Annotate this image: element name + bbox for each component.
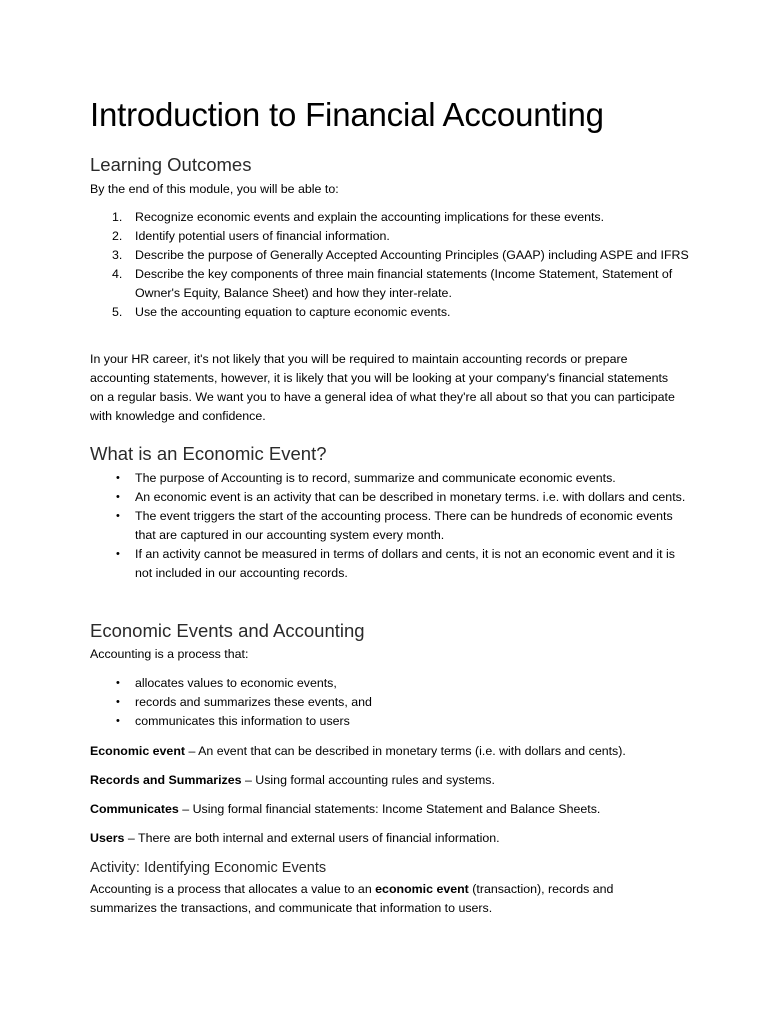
list-item: 4. Describe the key components of three main financial statements (Income Statement, Statement of Owner's Equity, Balance Sheet) and how they inter-relate. xyxy=(112,267,673,300)
list-item: 2. Identify potential users of financial information. xyxy=(112,229,390,243)
bullet-icon: • xyxy=(116,715,120,727)
bullet-icon: • xyxy=(116,677,120,689)
learning-outcomes-heading: Learning Outcomes xyxy=(90,154,252,175)
hr-career-paragraph: In your HR career, it's not likely that you will be required to maintain accounting records or prepare accounting statements, however, it is likely that you will be looking at your company's financial statements on a regular basis. We want you to have a general idea of what they're all about so that you can participate with knowledge and confidence. xyxy=(90,352,675,423)
list-item: • The purpose of Accounting is to record, summarize and communicate economic events. xyxy=(90,469,690,488)
economic-event-heading: What is an Economic Event? xyxy=(90,443,327,464)
bullet-icon: • xyxy=(116,548,120,560)
learning-outcomes-intro: By the end of this module, you will be able to: xyxy=(90,182,339,196)
list-item: • An economic event is an activity that can be described in monetary terms. i.e. with dollars and cents. xyxy=(90,488,690,507)
document-title: Introduction to Financial Accounting xyxy=(90,96,604,133)
economic-event-list xyxy=(90,469,690,583)
bullet-icon: • xyxy=(116,510,120,522)
events-accounting-intro: Accounting is a process that: xyxy=(90,647,249,661)
list-item: • communicates this information to users xyxy=(90,712,690,731)
events-accounting-heading: Economic Events and Accounting xyxy=(90,620,365,641)
bullet-icon: • xyxy=(116,491,120,503)
list-item: • The event triggers the start of the accounting process. There can be hundreds of economic events that are captured in our accounting system every month. xyxy=(116,509,673,542)
list-item: • allocates values to economic events, xyxy=(90,674,690,693)
list-item: • If an activity cannot be measured in terms of dollars and cents, it is not an economic event and it is not included in our accounting records. xyxy=(116,547,675,580)
bullet-icon: • xyxy=(116,696,120,708)
list-item: 5. Use the accounting equation to capture economic events. xyxy=(112,305,451,319)
definition-records-summarizes: Records and Summarizes – Using formal accounting rules and systems. xyxy=(90,773,495,787)
learning-outcomes-list xyxy=(90,208,690,322)
definition-economic-event: Economic event – An event that can be described in monetary terms (i.e. with dollars and cents). xyxy=(90,744,626,758)
activity-paragraph: Accounting is a process that allocates a value to an economic event (transaction), records and summarizes the transactions, and communicate that information to users. xyxy=(90,882,614,915)
events-accounting-list xyxy=(90,674,690,731)
bullet-icon: • xyxy=(116,472,120,484)
list-item: 3. Describe the purpose of Generally Accepted Accounting Principles (GAAP) including ASPE and IFRS xyxy=(112,248,689,262)
list-item: 1. Recognize economic events and explain the accounting implications for these events. xyxy=(112,210,605,224)
activity-heading: Activity: Identifying Economic Events xyxy=(90,860,327,876)
definition-users: Users – There are both internal and external users of financial information. xyxy=(90,831,500,845)
list-item: • records and summarizes these events, and xyxy=(90,693,690,712)
definition-communicates: Communicates – Using formal financial statements: Income Statement and Balance Sheets. xyxy=(90,802,601,816)
